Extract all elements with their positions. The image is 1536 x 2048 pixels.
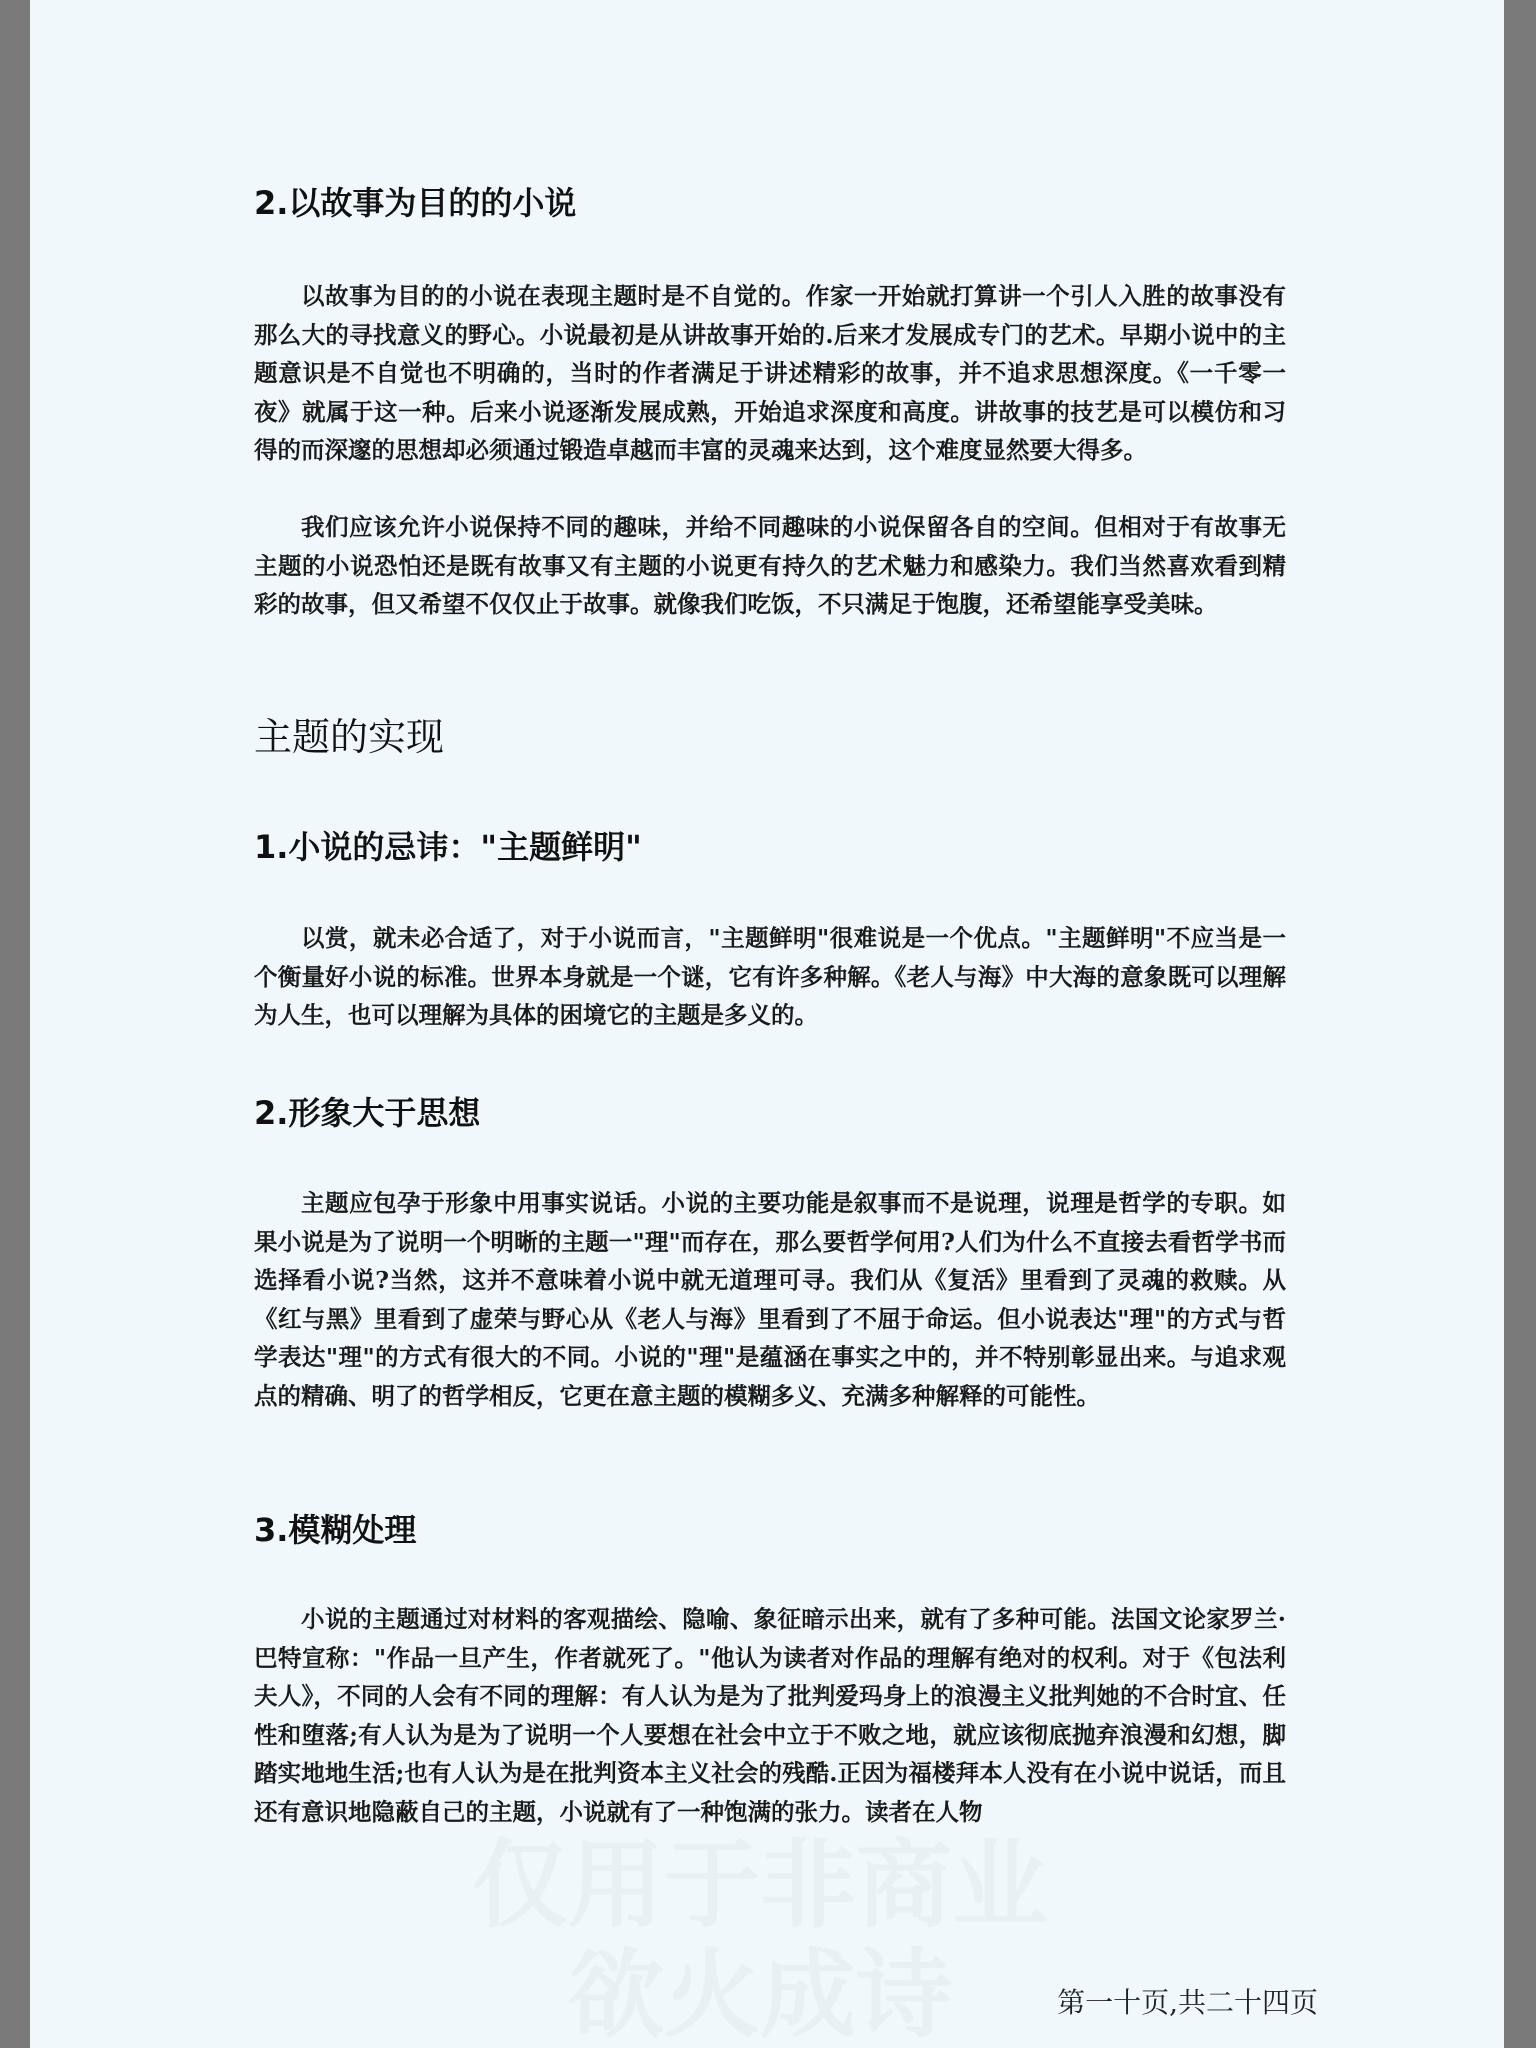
watermark [410, 1830, 1110, 2048]
paragraph-story-1: 以故事为目的的小说在表现主题时是不自觉的。作家一开始就打算讲一个引人入胜的故事没有那么大的寻找意义的野心。小说最初是从讲故事开始的.后来才发展成专门的艺术。早期小说中的主题意识是不自觉也不明确的，当时的作者满足于讲述精彩的故事，并不追求思想深度。《一千零一夜》就属于这一种。后来小说逐渐发展成熟，开始追求深度和高度。讲故事的技艺是可以模仿和习得的而深邃的思想却必须通过锻造卓越而丰富的灵魂来达到，这个难度显然要大得多。 [254, 282, 1286, 464]
heading-taboo: 1.小说的忌讳："主题鲜明" [254, 828, 642, 866]
paragraph-taboo-1: 以赏，就未必合适了，对于小说而言，"主题鲜明"很难说是一个优点。"主题鲜明"不应当是一个衡量好小说的标准。世界本身就是一个谜，它有许多种解。《老人与海》中大海的意象既可以理解为人生，也可以理解为具体的困境它的主题是多义的。 [254, 924, 1286, 1029]
page-number: 第一十页,共二十四页 [1057, 1986, 1318, 2019]
paragraph-story-2: 我们应该允许小说保持不同的趣味，并给不同趣味的小说保留各自的空间。但相对于有故事无主题的小说恐怕还是既有故事又有主题的小说更有持久的艺术魅力和感染力。我们当然喜欢看到精彩的故事，但又希望不仅仅止于故事。就像我们吃饭，不只满足于饱腹，还希望能享受美味。 [254, 513, 1286, 618]
paragraph-image-1: 主题应包孕于形象中用事实说话。小说的主要功能是叙事而不是说理，说理是哲学的专职。如果小说是为了说明一个明晰的主题一"理"而存在，那么要哲学何用?人们为什么不直接去看哲学书而选择看小说?当然，这并不意味着小说中就无道理可寻。我们从《复活》里看到了灵魂的救赎。从《红与黑》里看到了虚荣与野心从《老人与海》里看到了不屈于命运。但小说表达"理"的方式与哲学表达"理"的方式有很大的不同。小说的"理"是蕴涵在事实之中的，并不特别彰显出来。与追求观点的精确、明了的哲学相反，它更在意主题的模糊多义、充满多种解释的可能性。 [254, 1189, 1286, 1410]
watermark-line-1: 仅用于非商业 [472, 1829, 1048, 1941]
heading-image-over-thought: 2.形象大于思想 [254, 1094, 481, 1132]
heading-theme-realization: 主题的实现 [254, 715, 445, 759]
heading-blur: 3.模糊处理 [254, 1511, 417, 1549]
watermark-line-2: 欲火成诗 [568, 1939, 952, 2048]
paragraph-blur-1: 小说的主题通过对材料的客观描绘、隐喻、象征暗示出来，就有了多种可能。法国文论家罗兰·巴特宣称："作品一旦产生，作者就死了。"他认为读者对作品的理解有绝对的权利。对于《包法利夫人》，不同的人会有不同的理解：有人认为是为了批判爱玛身上的浪漫主义批判她的不合时宜、任性和堕落;有人认为是为了说明一个人要想在社会中立于不败之地，就应该彻底抛弃浪漫和幻想，脚踏实地地生活;也有人认为是在批判资本主义社会的残酷.正因为福楼拜本人没有在小说中说话，而且还有意识地隐蔽自己的主题，小说就有了一种饱满的张力。读者在人物 [254, 1605, 1286, 1826]
document-page [30, 0, 1504, 2048]
heading-story-novel: 2.以故事为目的的小说 [254, 184, 577, 222]
